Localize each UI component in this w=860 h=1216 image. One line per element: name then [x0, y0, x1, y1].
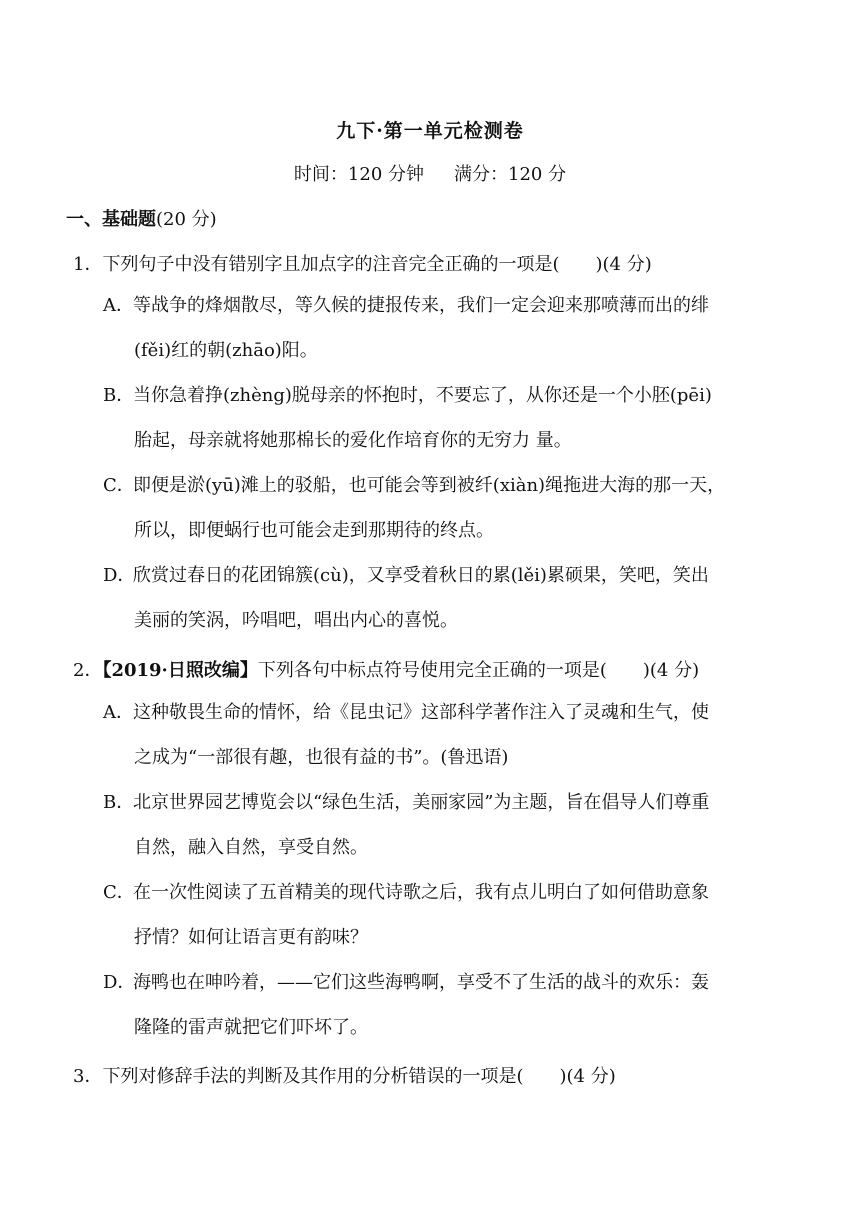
question-3	[73, 1062, 616, 1088]
option-label: C．	[103, 475, 135, 496]
q1-option-a	[103, 283, 787, 373]
option-label: A．	[103, 702, 134, 723]
option-text: 欣赏过春日的花团锦簇(cù)，又享受着秋日的累(lěi)累硕果，笑吧，笑出	[133, 565, 709, 586]
question-number: 3．	[73, 1066, 103, 1087]
question-number: 1．	[73, 254, 103, 275]
option-text: 在一次性阅读了五首精美的现代诗歌之后，我有点儿明白了如何借助意象	[133, 882, 709, 903]
option-label: D．	[103, 972, 136, 993]
option-text-continued: 所以，即便蜗行也可能会走到那期待的终点。	[134, 520, 494, 541]
option-text: 北京世界园艺博览会以“绿色生活，美丽家园”为主题，旨在倡导人们尊重	[133, 792, 710, 813]
option-label: D．	[103, 565, 136, 586]
option-label: A．	[103, 295, 134, 316]
section-points: (20 分)	[156, 209, 217, 230]
option-label: C．	[103, 882, 135, 903]
question-number: 2．	[73, 660, 103, 681]
option-label: B．	[103, 385, 135, 406]
option-text-continued: 抒情？如何让语言更有韵味？	[134, 927, 368, 948]
section-name: 基础题	[102, 209, 156, 230]
score-label: 满分：120 分	[454, 164, 567, 185]
option-text: 当你急着挣(zhèng)脱母亲的怀抱时，不要忘了，从你还是一个小胚(pēi)	[133, 385, 712, 406]
section-prefix: 一、	[66, 209, 102, 230]
question-1	[73, 250, 652, 276]
question-2	[73, 656, 699, 682]
option-text: 海鸭也在呻吟着，——它们这些海鸭啊，享受不了生活的战斗的欢乐：轰	[133, 972, 709, 993]
q2-option-b	[103, 780, 787, 870]
q1-option-c	[103, 463, 787, 553]
option-text: 等战争的烽烟散尽，等久候的捷报传来，我们一定会迎来那喷薄而出的绯	[133, 295, 709, 316]
section-heading	[66, 205, 217, 231]
option-label: B．	[103, 792, 135, 813]
q2-option-c	[103, 870, 787, 960]
question-stem: 下列对修辞手法的判断及其作用的分析错误的一项是( )(4 分)	[102, 1066, 616, 1087]
exam-info	[0, 160, 860, 186]
option-text: 这种敬畏生命的情怀，给《昆虫记》这部科学著作注入了灵魂和生气，使	[133, 702, 709, 723]
question-stem: 下列各句中标点符号使用完全正确的一项是( )(4 分)	[257, 660, 700, 681]
time-label: 时间：120 分钟	[293, 164, 424, 185]
q1-option-d	[103, 553, 787, 643]
q2-option-d	[103, 960, 787, 1050]
question-source: 【2019·日照改编】	[102, 660, 258, 681]
option-text: 即便是淤(yū)滩上的驳船，也可能会等到被纤(xiàn)绳拖进大海的那一天，	[133, 475, 726, 496]
option-text-continued: (fěi)红的朝(zhāo)阳。	[134, 340, 318, 361]
option-text-continued: 之成为“一部很有趣，也很有益的书”。(鲁迅语)	[134, 747, 509, 768]
q1-option-b	[103, 373, 787, 463]
option-text-continued: 自然，融入自然，享受自然。	[134, 837, 368, 858]
option-text-continued: 美丽的笑涡，吟唱吧，唱出内心的喜悦。	[134, 610, 458, 631]
option-text-continued: 胎起，母亲就将她那棉长的爱化作培育你的无穷力 量。	[134, 430, 572, 451]
option-text-continued: 隆隆的雷声就把它们吓坏了。	[134, 1017, 368, 1038]
question-stem: 下列句子中没有错别字且加点字的注音完全正确的一项是( )(4 分)	[102, 254, 652, 275]
page-title: 九下·第一单元检测卷	[336, 120, 524, 142]
q2-option-a	[103, 690, 787, 780]
